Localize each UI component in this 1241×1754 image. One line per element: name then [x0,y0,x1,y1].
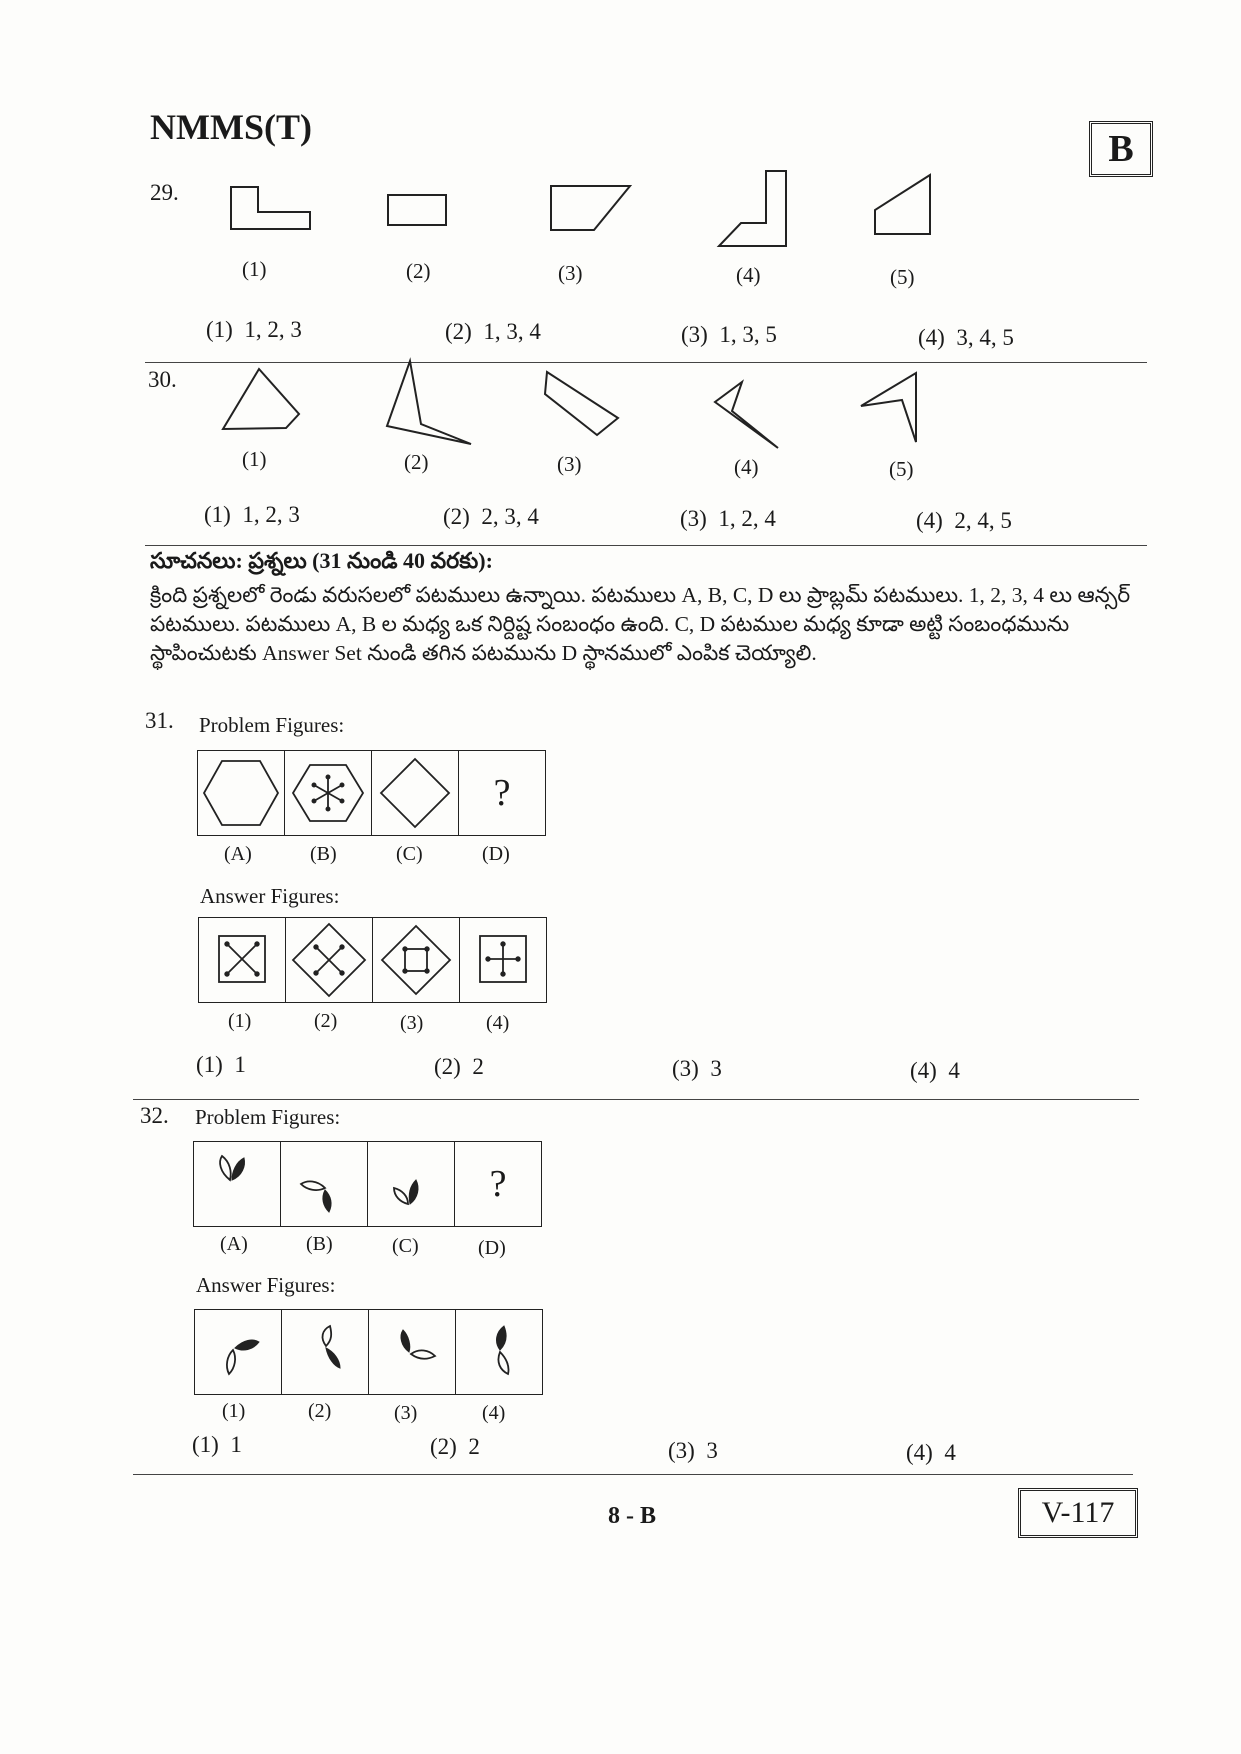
problem-figures-label: Problem Figures: [195,1105,341,1129]
leaves-figure [456,1310,542,1394]
l-shape-figure [228,180,318,240]
figure-letter: (C) [396,843,423,865]
exam-title: NMMS(T) [150,107,312,147]
arrowhead-figure [712,378,780,450]
square-with-cross-figure [199,918,285,1002]
figure-label: (4) [736,263,761,287]
l-shape-vertical-figure [716,168,792,250]
question-number: 31. [145,708,174,733]
answer-option[interactable] [672,1056,722,1082]
answer-figure-2[interactable] [282,1310,369,1394]
problem-figure-c [368,1142,455,1226]
option-text: 2, 4, 5 [954,508,1012,533]
option-text: 3 [706,1438,718,1463]
diamond-figure [372,751,458,835]
figure-letter: (B) [310,843,337,865]
problem-figure-b [281,1142,368,1226]
divider [133,1099,1139,1100]
question-mark: ? [489,1163,507,1205]
option-number: (2) [434,1054,461,1079]
option-text: 3, 4, 5 [956,325,1014,350]
option-text: 2 [472,1054,484,1079]
option-text: 1 [234,1052,246,1077]
problem-figure-d [455,1142,541,1226]
instructions-body: క్రింది ప్రశ్నలలో రెండు వరుసలలో పటములు ఉన్నాయి. పటములు A, B, C, D లు ప్రాబ్లమ్ పటములు. 1, 2, 3, 4 లు ఆన్సర్ పటములు. పటములు A, B ల మధ్య ఒక నిర్దిష్ట సంబంధం ఉంది. C, D పటముల మధ్య కూడా అట్టి సంబంధమును స్థాపించుటకు Answer Set నుండి తగిన పటమును D స్థానములో ఎంపిక చెయ్యాలి. [150,583,1131,665]
option-number: (4) [918,325,945,350]
answer-option[interactable] [443,504,539,530]
option-number: (4) [916,508,943,533]
option-text: 4 [948,1058,960,1083]
option-text: 3 [710,1056,722,1081]
option-number: (4) [906,1440,933,1465]
problem-figures-label: Problem Figures: [199,713,345,737]
figure-number: (4) [486,1012,510,1034]
answer-option[interactable] [196,1052,246,1078]
quadrilateral-figure [220,366,302,434]
figure-letter: (A) [220,1233,248,1255]
hexagon-with-star-figure [285,751,371,835]
problem-figure-b [285,751,372,835]
figure-number: (1) [228,1010,252,1032]
figure-letter: (B) [306,1233,333,1255]
leaves-figure [368,1142,454,1226]
answer-figure-1[interactable] [195,1310,282,1394]
concave-quadrilateral-figure [384,358,474,448]
dart-figure [858,370,922,446]
option-number: (3) [681,322,708,347]
figure-letter: (A) [224,843,252,865]
figure-letter: (C) [392,1235,419,1257]
answer-figures-row [198,917,547,1003]
right-triangle-figure [872,172,938,240]
figure-label: (2) [404,450,429,474]
answer-option[interactable] [192,1432,242,1458]
option-text: 1, 2, 4 [718,506,776,531]
figure-label: (2) [406,259,431,283]
option-text: 1 [230,1432,242,1457]
option-number: (3) [680,506,707,531]
figure-label: (5) [890,265,915,289]
figure-number: (2) [308,1400,332,1422]
option-number: (1) [204,502,231,527]
option-number: (1) [192,1432,219,1457]
option-text: 1, 3, 4 [483,319,541,344]
answer-figure-3[interactable] [373,918,460,1002]
square-with-plus-figure [460,918,546,1002]
option-text: 2 [468,1434,480,1459]
option-text: 1, 2, 3 [242,502,300,527]
problem-figure-a [198,751,285,835]
question-mark: ? [493,772,511,814]
tilted-rectangle-figure [542,368,622,438]
answer-figures-row [194,1309,543,1395]
figure-number: (3) [400,1012,424,1034]
figure-label: (4) [734,455,759,479]
rotated-leaves-figure [281,1142,367,1226]
figure-label: (5) [889,457,914,481]
figure-letter: (D) [482,843,510,865]
option-number: (1) [206,317,233,342]
rectangle-figure [386,192,450,232]
answer-option[interactable] [445,319,541,345]
trapezium-figure [548,180,634,236]
problem-figure-c [372,751,459,835]
figure-label: (1) [242,447,267,471]
divider [145,362,1147,363]
divider [145,545,1147,546]
option-text: 2, 3, 4 [481,504,539,529]
answer-option[interactable] [918,325,1014,351]
answer-option[interactable] [680,506,776,532]
figure-letter: (D) [478,1237,506,1259]
option-number: (2) [443,504,470,529]
option-text: 1, 2, 3 [244,317,302,342]
option-number: (3) [668,1438,695,1463]
leaves-figure [195,1310,281,1394]
answer-option[interactable] [434,1054,484,1080]
option-number: (4) [910,1058,937,1083]
question-number: 29. [150,180,179,205]
question-number: 32. [140,1103,169,1128]
answer-figures-label: Answer Figures: [196,1273,336,1297]
answer-option[interactable] [668,1438,718,1464]
page-number: 8 - B [608,1503,656,1529]
option-text: 1, 3, 5 [719,322,777,347]
answer-option[interactable] [206,317,302,343]
answer-figure-4[interactable] [460,918,546,1002]
divider [133,1474,1133,1475]
two-leaves-figure [194,1142,280,1226]
answer-figure-4[interactable] [456,1310,542,1394]
option-number: (2) [430,1434,457,1459]
figure-label: (3) [558,261,583,285]
hexagon-figure [198,751,284,835]
answer-figure-1[interactable] [199,918,286,1002]
option-number: (1) [196,1052,223,1077]
answer-option[interactable] [916,508,1012,534]
figure-number: (4) [482,1402,506,1424]
figure-number: (1) [222,1400,246,1422]
answer-option[interactable] [430,1434,480,1460]
option-number: (2) [445,319,472,344]
figure-label: (1) [242,257,267,281]
diamond-with-cross-figure [286,918,372,1002]
option-number: (3) [672,1056,699,1081]
problem-figure-d [459,751,545,835]
leaves-figure [282,1310,368,1394]
problem-figures-row [197,750,546,836]
instructions-heading: సూచనలు: ప్రశ్నలు (31 నుండి 40 వరకు): [150,548,493,573]
figure-number: (3) [394,1402,418,1424]
problem-figures-row [193,1141,542,1227]
answer-figures-label: Answer Figures: [200,884,340,908]
leaves-figure [369,1310,455,1394]
answer-option[interactable] [906,1440,956,1466]
answer-option[interactable] [204,502,300,528]
set-code-badge: B [1089,121,1153,177]
answer-option[interactable] [681,322,777,348]
problem-figure-a [194,1142,281,1226]
booklet-code: V-117 [1018,1488,1138,1538]
figure-number: (2) [314,1010,338,1032]
answer-figure-3[interactable] [369,1310,456,1394]
answer-option[interactable] [910,1058,960,1084]
option-text: 4 [944,1440,956,1465]
diamond-with-square-figure [373,918,459,1002]
answer-figure-2[interactable] [286,918,373,1002]
figure-label: (3) [557,452,582,476]
question-number: 30. [148,367,177,392]
